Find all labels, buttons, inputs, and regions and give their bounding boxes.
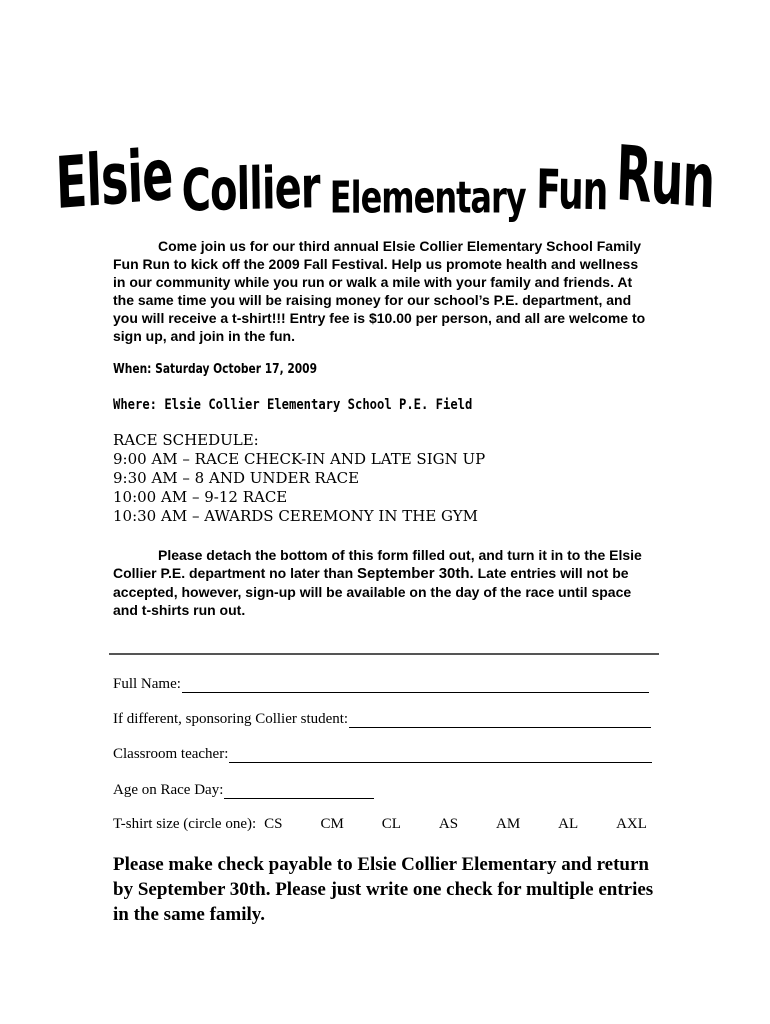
tshirt-size-option[interactable]: AM — [496, 816, 521, 832]
full-name-field[interactable] — [113, 675, 649, 693]
intro-paragraph — [113, 237, 648, 345]
sponsor-field[interactable] — [113, 710, 651, 728]
title-word: Elsie — [54, 132, 174, 226]
tshirt-size-label: T-shirt size (circle one): — [113, 816, 257, 832]
tshirt-size-row — [113, 816, 653, 833]
tshirt-size-option[interactable]: CM — [320, 816, 344, 832]
teacher-label: Classroom teacher: — [113, 746, 229, 762]
deadline-date: September 30th. — [357, 565, 474, 582]
sponsor-label: If different, sponsoring Collier student: — [113, 711, 349, 727]
title-word: Collier — [181, 155, 320, 226]
age-field[interactable] — [113, 781, 374, 799]
schedule-item: 9:00 AM – RACE CHECK-IN AND LATE SIGN UP — [113, 450, 486, 468]
event-date: When: Saturday October 17, 2009 — [113, 362, 318, 377]
title-word: Run — [614, 128, 716, 227]
detach-instructions — [113, 546, 648, 619]
race-schedule — [113, 431, 485, 526]
tshirt-size-option[interactable]: AL — [558, 816, 579, 832]
schedule-heading: RACE SCHEDULE: — [113, 431, 259, 449]
detach-text: Please detach the bottom of this form filled out, and turn it in to the Elsie Collier P.E. department no later than — [113, 547, 642, 581]
full-name-label: Full Name: — [113, 676, 181, 692]
title-word: Fun — [535, 160, 608, 224]
schedule-item: 10:30 AM – AWARDS CEREMONY IN THE GYM — [113, 507, 479, 525]
tshirt-size-options — [264, 816, 653, 833]
title-word: Elementary — [329, 172, 526, 224]
detach-line — [109, 653, 659, 655]
age-label: Age on Race Day: — [113, 782, 224, 798]
tshirt-size-option[interactable]: CS — [264, 816, 283, 832]
schedule-item: 10:00 AM – 9-12 RACE — [113, 488, 288, 506]
full-name-blank[interactable] — [182, 677, 649, 693]
teacher-blank[interactable] — [229, 747, 652, 763]
payment-instructions: Please make check payable to Elsie Collier Elementary and return by September 30th. Please just write one check for multiple entries in the same family. — [113, 854, 654, 925]
intro-text: Come join us for our third annual Elsie Collier Elementary School Family Fun Run to kick off the 2009 Fall Festival. Help us promote health and wellness in our community while you run or walk a mile with your family and friends. At the same time you will be raising money for our school’s P.E. department, and you will receive a t-shirt!!! Entry fee is $10.00 per person, and all are welcome to sign up, and join in the fun. — [113, 238, 646, 344]
age-blank[interactable] — [224, 783, 374, 799]
schedule-item: 9:30 AM – 8 AND UNDER RACE — [113, 469, 360, 487]
late-entry-text: Late entries will not be accepted, however, sign-up will be available on the day of the race until space and t-shirts run out. — [113, 565, 632, 618]
sponsor-blank[interactable] — [349, 712, 651, 728]
tshirt-size-option[interactable]: AXL — [616, 816, 647, 832]
flyer-title — [50, 119, 720, 227]
event-location: Where: Elsie Collier Elementary School P.E. Field — [113, 397, 473, 413]
tshirt-size-option[interactable]: CL — [381, 816, 401, 832]
teacher-field[interactable] — [113, 745, 652, 763]
tshirt-size-option[interactable]: AS — [438, 816, 459, 832]
